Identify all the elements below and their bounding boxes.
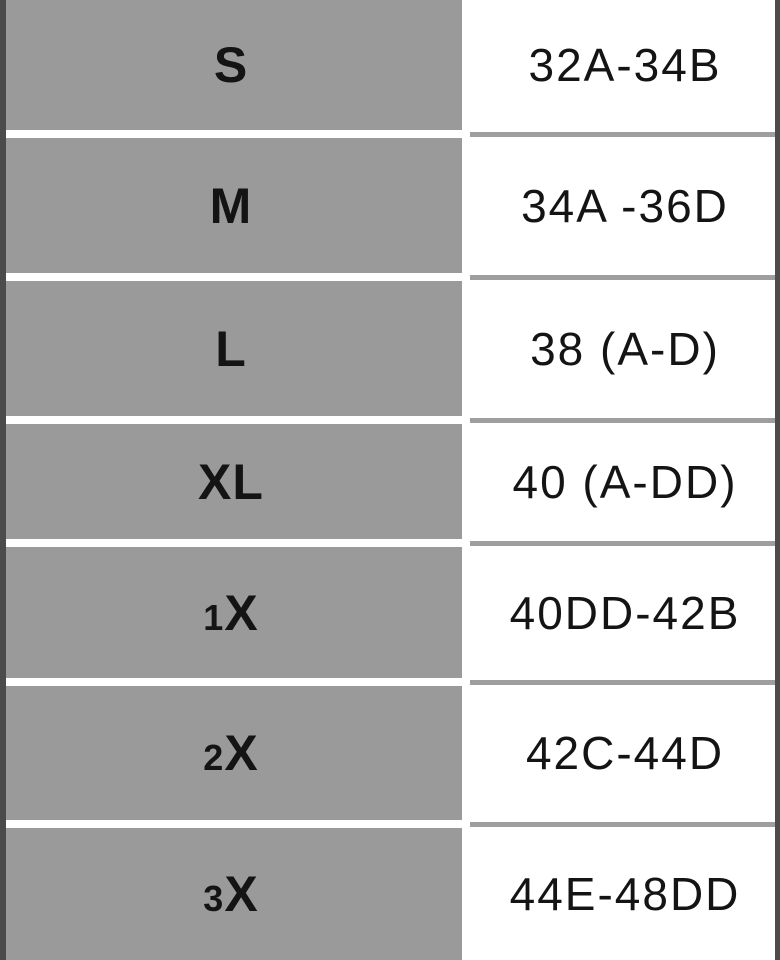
right-edge-border bbox=[775, 0, 780, 960]
row-divider bbox=[0, 678, 780, 686]
size-label: L bbox=[215, 320, 247, 377]
range-label: 42C-44D bbox=[525, 727, 725, 779]
column-gap bbox=[462, 281, 470, 416]
row-divider bbox=[0, 820, 780, 828]
size-cell bbox=[0, 281, 462, 416]
size-cell bbox=[0, 547, 462, 678]
column-gap bbox=[462, 0, 470, 130]
range-label: 32A-34B bbox=[528, 39, 722, 91]
range-cell bbox=[470, 281, 780, 416]
table-row bbox=[0, 0, 780, 130]
size-label: 1X bbox=[203, 584, 259, 641]
range-label: 44E-48DD bbox=[509, 868, 741, 920]
table-row bbox=[0, 138, 780, 273]
table-row bbox=[0, 686, 780, 820]
size-label: S bbox=[213, 37, 249, 93]
size-label: M bbox=[209, 177, 253, 234]
table-row bbox=[0, 828, 780, 960]
range-label: 34A -36D bbox=[521, 179, 729, 232]
row-divider bbox=[0, 273, 780, 281]
range-cell bbox=[470, 138, 780, 273]
range-label: 40 (A-DD) bbox=[512, 455, 738, 508]
size-label: 3X bbox=[203, 866, 259, 922]
row-divider bbox=[0, 130, 780, 138]
divider-bar bbox=[470, 541, 780, 546]
divider-bar bbox=[470, 132, 780, 137]
table-row bbox=[0, 424, 780, 539]
column-gap bbox=[462, 424, 470, 539]
size-label: 2X bbox=[203, 725, 259, 781]
left-edge-border bbox=[0, 0, 6, 960]
table-row bbox=[0, 281, 780, 416]
size-cell bbox=[0, 828, 462, 960]
row-divider bbox=[0, 416, 780, 424]
column-gap bbox=[462, 138, 470, 273]
size-cell bbox=[0, 0, 462, 130]
column-gap bbox=[462, 828, 470, 960]
divider-bar bbox=[470, 275, 780, 280]
column-gap bbox=[462, 686, 470, 820]
size-cell bbox=[0, 138, 462, 273]
divider-bar bbox=[470, 418, 780, 423]
size-cell bbox=[0, 686, 462, 820]
range-label: 40DD-42B bbox=[509, 586, 741, 639]
table-row bbox=[0, 547, 780, 678]
range-cell bbox=[470, 686, 780, 820]
size-cell bbox=[0, 424, 462, 539]
range-cell bbox=[470, 0, 780, 130]
size-label: XL bbox=[198, 453, 264, 510]
range-cell bbox=[470, 828, 780, 960]
range-label: 38 (A-D) bbox=[530, 322, 720, 375]
divider-bar bbox=[470, 680, 780, 685]
range-cell bbox=[470, 424, 780, 539]
range-cell bbox=[470, 547, 780, 678]
row-divider bbox=[0, 539, 780, 547]
divider-bar bbox=[470, 822, 780, 827]
column-gap bbox=[462, 547, 470, 678]
